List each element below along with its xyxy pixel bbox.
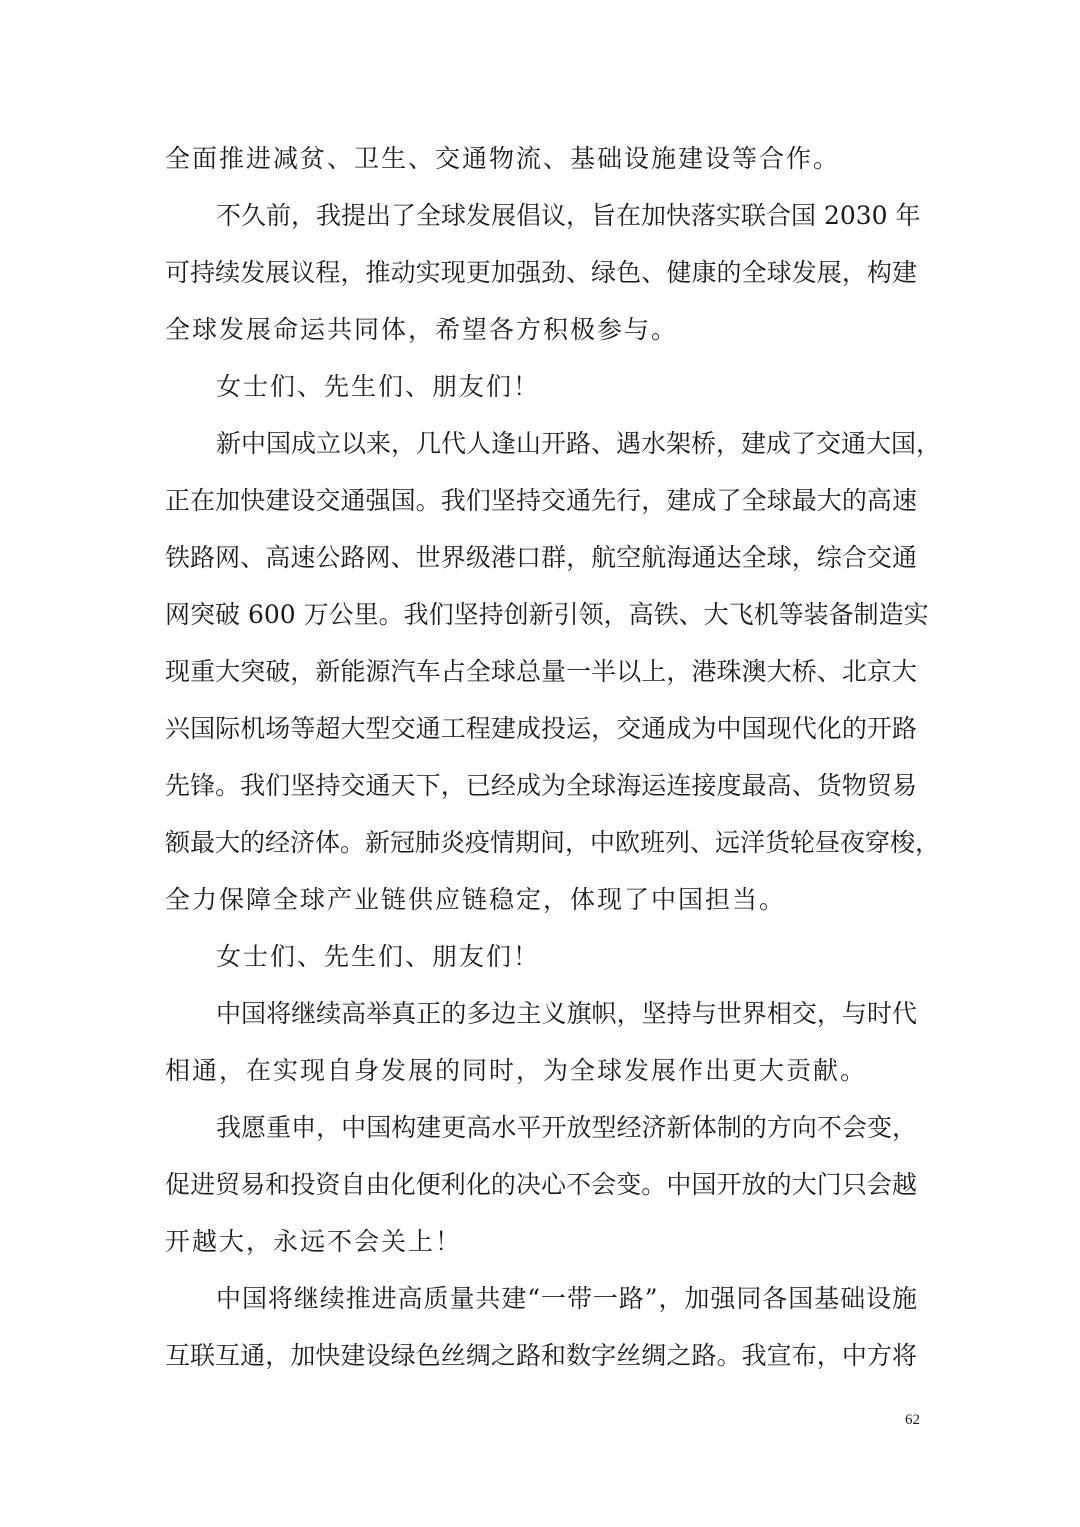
page-number: 62 xyxy=(905,1412,920,1428)
text-line: 兴国际机场等超大型交通工程建成投运，交通成为中国现代化的开路 xyxy=(165,714,917,743)
text-line: 额最大的经济体。新冠肺炎疫情期间，中欧班列、远洋货轮昼夜穿梭， xyxy=(165,828,941,857)
text-line: 中国将继续推进高质量共建“一带一路”，加强同各国基础设施 xyxy=(216,1284,917,1313)
text-line: 铁路网、高速公路网、世界级港口群，航空航海通达全球，综合交通 xyxy=(165,543,917,572)
text-line: 不久前，我提出了全球发展倡议，旨在加快落实联合国 2030 年 xyxy=(216,201,921,230)
text-line: 现重大突破，新能源汽车占全球总量一半以上，港珠澳大桥、北京大 xyxy=(165,657,917,686)
text-line: 全力保障全球产业链供应链稳定，体现了中国担当。 xyxy=(165,885,787,914)
text-line: 网突破 600 万公里。我们坚持创新引领，高铁、大飞机等装备制造实 xyxy=(165,600,929,629)
text-line: 全面推进减贫、卫生、交通物流、基础设施建设等合作。 xyxy=(165,144,841,173)
text-line: 全球发展命运共同体，希望各方积极参与。 xyxy=(165,315,679,344)
text-line: 女士们、先生们、朋友们！ xyxy=(216,942,541,971)
text-line: 开越大，永远不会关上！ xyxy=(165,1227,463,1256)
text-line: 中国将继续高举真正的多边主义旗帜，坚持与世界相交，与时代 xyxy=(216,999,917,1028)
text-line: 正在加快建设交通强国。我们坚持交通先行，建成了全球最大的高速 xyxy=(165,486,917,515)
text-line: 我愿重申，中国构建更高水平开放型经济新体制的方向不会变， xyxy=(216,1113,917,1142)
text-line: 相通，在实现自身发展的同时，为全球发展作出更大贡献。 xyxy=(165,1056,868,1085)
text-line: 可持续发展议程，推动实现更加强劲、绿色、健康的全球发展，构建 xyxy=(165,258,917,287)
text-line: 女士们、先生们、朋友们！ xyxy=(216,372,541,401)
text-line: 互联互通，加快建设绿色丝绸之路和数字丝绸之路。我宣布，中方将 xyxy=(165,1341,917,1370)
text-line: 促进贸易和投资自由化便利化的决心不会变。中国开放的大门只会越 xyxy=(165,1170,917,1199)
text-line: 先锋。我们坚持交通天下，已经成为全球海运连接度最高、货物贸易 xyxy=(165,771,917,800)
text-line: 新中国成立以来，几代人逢山开路、遇水架桥，建成了交通大国， xyxy=(216,429,942,458)
